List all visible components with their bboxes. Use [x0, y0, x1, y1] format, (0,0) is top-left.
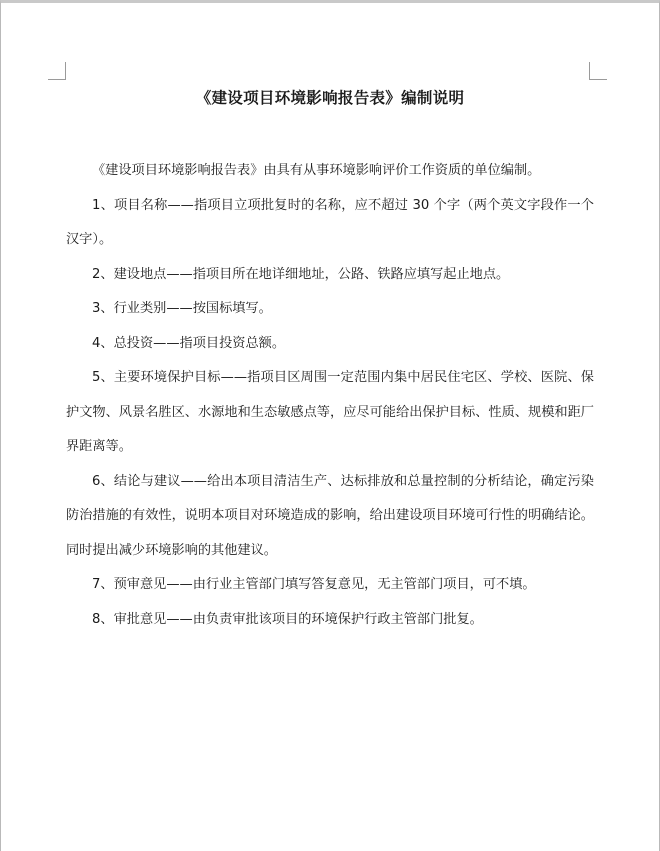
item-construction-site: 2、建设地点——指项目所在地详细地址，公路、铁路应填写起止地点。 [92, 266, 510, 282]
top-right-margin-marker [589, 62, 607, 80]
item-approval: 8、审批意见——由负责审批该项目的环境保护行政主管部门批复。 [92, 611, 483, 627]
document-title: 《建设项目环境影响报告表》编制说明 [195, 89, 465, 107]
item-total-investment: 4、总投资——指项目投资总额。 [92, 335, 286, 351]
item-industry-category: 3、行业类别——按国标填写。 [92, 301, 272, 316]
top-left-margin-marker [48, 62, 66, 80]
document-body [66, 154, 594, 637]
item-project-name: 1、项目名称——指项目立项批复时的名称，应不超过 30 个字（两个英文字段作一个汉字）。 [66, 197, 594, 247]
item-pre-review: 7、预审意见——由行业主管部门填写答复意见，无主管部门项目，可不填。 [92, 577, 536, 592]
item-conclusions: 6、结论与建议——给出本项目清洁生产、达标排放和总量控制的分析结论，确定污染防治措施的有效性，说明本项目对环境造成的影响，给出建设项目环境可行性的明确结论。同时提出减少环境影响的其他建议。 [66, 473, 594, 558]
intro-paragraph: 《建设项目环境影响报告表》由具有从事环境影响评价工作资质的单位编制。 [92, 163, 541, 178]
item-protection-targets: 5、主要环境保护目标——指项目区周围一定范围内集中居民住宅区、学校、医院、保护文物、风景名胜区、水源地和生态敏感点等，应尽可能给出保护目标、性质、规模和距厂界距离等。 [66, 370, 594, 454]
